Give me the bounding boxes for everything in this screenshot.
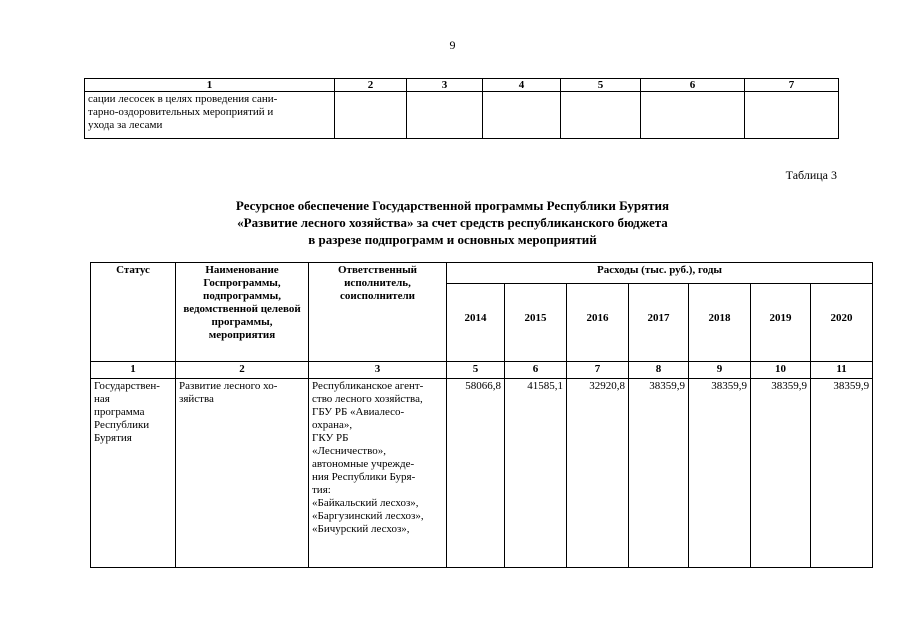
expense-value: 38359,9	[629, 379, 689, 568]
name-header: Наименование Госпрограммы, подпрограммы, ведомственной целевой программы, мероприятия	[176, 263, 309, 362]
expense-value: 38359,9	[751, 379, 811, 568]
resource-table	[90, 262, 873, 568]
column-number: 6	[505, 362, 567, 379]
col-header: 2	[335, 79, 407, 92]
expense-value: 32920,8	[567, 379, 629, 568]
col-header: 3	[407, 79, 483, 92]
year-header: 2018	[689, 284, 751, 362]
col-header: 1	[85, 79, 335, 92]
title-line-2: «Развитие лесного хозяйства» за счет средств республиканского бюджета	[237, 215, 668, 230]
year-header: 2016	[567, 284, 629, 362]
col-header: 4	[483, 79, 561, 92]
column-number: 5	[447, 362, 505, 379]
table-title	[0, 197, 905, 248]
year-header: 2014	[447, 284, 505, 362]
title-line-3: в разрезе подпрограмм и основных мероприятий	[308, 232, 597, 247]
expense-value: 41585,1	[505, 379, 567, 568]
column-number: 7	[567, 362, 629, 379]
column-number: 8	[629, 362, 689, 379]
year-header: 2017	[629, 284, 689, 362]
empty-cell	[561, 92, 641, 139]
continuation-header-row	[85, 79, 839, 92]
expense-value: 38359,9	[689, 379, 751, 568]
year-header: 2015	[505, 284, 567, 362]
empty-cell	[483, 92, 561, 139]
status-header: Статус	[91, 263, 176, 362]
col-header: 7	[745, 79, 839, 92]
column-number-row	[91, 362, 873, 379]
status-cell: Государствен- ная программа Республики Бурятия	[91, 379, 176, 568]
expenses-header: Расходы (тыс. руб.), годы	[447, 263, 873, 284]
table-row	[91, 379, 873, 568]
col-header: 6	[641, 79, 745, 92]
column-number: 2	[176, 362, 309, 379]
year-header: 2019	[751, 284, 811, 362]
program-name-cell: Развитие лесного хо- зяйства	[176, 379, 309, 568]
column-number: 3	[309, 362, 447, 379]
col-header: 5	[561, 79, 641, 92]
table-label: Таблица 3	[785, 168, 837, 182]
continuation-row	[85, 92, 839, 139]
executor-header: Ответственный исполнитель, соисполнители	[309, 263, 447, 362]
empty-cell	[745, 92, 839, 139]
empty-cell	[407, 92, 483, 139]
column-number: 9	[689, 362, 751, 379]
page-number: 9	[449, 38, 456, 52]
year-header: 2020	[811, 284, 873, 362]
empty-cell	[335, 92, 407, 139]
column-number: 11	[811, 362, 873, 379]
executor-cell: Республиканское агент- ство лесного хозяйства, ГБУ РБ «Авиалесо- охрана», ГКУ РБ «Лесничество», автономные учрежде- ния Республики Буря- тия: «Байкальский лесхоз», «Баргузинский лесхоз», «Бичурский лесхоз»,	[309, 379, 447, 568]
column-number: 1	[91, 362, 176, 379]
title-line-1: Ресурсное обеспечение Государственной программы Республики Бурятия	[235, 198, 670, 213]
header-row-1	[91, 263, 873, 284]
empty-cell	[641, 92, 745, 139]
column-number: 10	[751, 362, 811, 379]
continuation-table	[84, 78, 839, 139]
expense-value: 58066,8	[447, 379, 505, 568]
continuation-row-text: сации лесосек в целях проведения сани- тарно-оздоровительных мероприятий и ухода за лесами	[85, 92, 335, 139]
expense-value: 38359,9	[811, 379, 873, 568]
